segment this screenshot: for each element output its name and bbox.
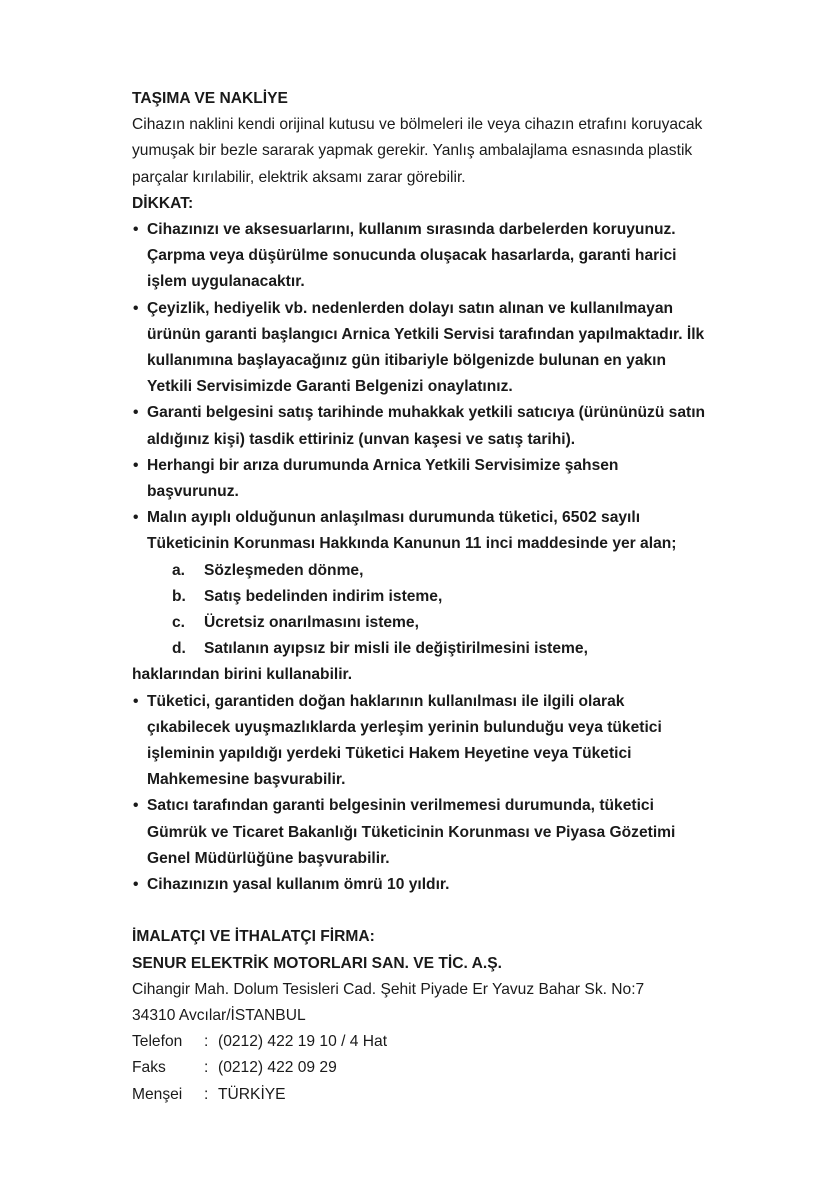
- list-item: [132, 793, 712, 872]
- bullet-icon: •: [133, 221, 139, 239]
- fax-colon: :: [204, 1059, 209, 1077]
- option-letter: a.: [172, 561, 186, 579]
- option-item: [132, 558, 712, 584]
- origin-value: TÜRKİYE: [218, 1085, 286, 1103]
- option-letter: d.: [172, 640, 186, 658]
- rights-options-list: [132, 558, 712, 663]
- list-item-text: Tüketici, garantiden doğan haklarının kullanılması ile ilgili olarak çıkabilecek uyuşmazlıklarda yerleşim yerinin bulunduğu veya tüketici işleminin yapıldığı yerdeki Tüketici Hakem Heyetine veya Tüketici Mahkemesine başvurabilir.: [147, 692, 662, 789]
- phone-row: [132, 1029, 712, 1055]
- list-item-text: Malın ayıplı olduğunun anlaşılması durumunda tüketici, 6502 sayılı Tüketicinin Korunması Hakkında Kanunun 11 inci maddesinde yer alan;: [147, 509, 677, 553]
- origin-label: Menşei: [132, 1085, 183, 1103]
- warning-list: [132, 217, 712, 558]
- list-item: [132, 400, 712, 452]
- option-text: Ücretsiz onarılmasını isteme,: [204, 614, 419, 632]
- list-item: [132, 296, 712, 401]
- list-item-text: Çeyizlik, hediyelik vb. nedenlerden dolayı satın alınan ve kullanılmayan ürünün garanti başlangıcı Arnica Yetkili Servisi tarafından yapılmaktadır. İlk kullanımına başlayacağınız gün itibariyle bölgenizde bulunan en yakın Yetkili Servisimizde Garanti Belgenizi onaylatınız.: [147, 299, 705, 396]
- document-page: [132, 86, 712, 1108]
- warning-list-continued: [132, 689, 712, 899]
- company-name: SENUR ELEKTRİK MOTORLARI SAN. VE TİC. A.Ş.: [132, 954, 502, 972]
- list-item: [132, 505, 712, 557]
- options-tail: haklarından birini kullanabilir.: [132, 666, 353, 684]
- option-item: [132, 584, 712, 610]
- company-address-line1: Cihangir Mah. Dolum Tesisleri Cad. Şehit Piyade Er Yavuz Bahar Sk. No:7: [132, 980, 645, 998]
- bullet-icon: •: [133, 509, 139, 527]
- phone-label: Telefon: [132, 1033, 183, 1051]
- list-item: [132, 453, 712, 505]
- list-item: [132, 217, 712, 296]
- list-item-text: Garanti belgesini satış tarihinde muhakkak yetkili satıcıya (ürününüzü satın aldığınız kişi) tasdik ettiriniz (unvan kaşesi ve satış tarihi).: [147, 404, 706, 448]
- origin-colon: :: [204, 1085, 209, 1103]
- option-letter: c.: [172, 614, 186, 632]
- bullet-icon: •: [133, 692, 139, 710]
- list-item-text: Satıcı tarafından garanti belgesinin verilmemesi durumunda, tüketici Gümrük ve Ticaret Bakanlığı Tüketicinin Korunması ve Piyasa Gözetimi Genel Müdürlüğüne başvurabilir.: [147, 797, 676, 867]
- transport-heading: TAŞIMA VE NAKLİYE: [132, 90, 288, 107]
- origin-row: [132, 1082, 712, 1108]
- fax-value: (0212) 422 09 29: [218, 1059, 337, 1077]
- option-letter: b.: [172, 587, 186, 605]
- option-item: [132, 610, 712, 636]
- section-spacer: [132, 898, 712, 924]
- bullet-icon: •: [133, 876, 139, 894]
- company-address-line2: 34310 Avcılar/İSTANBUL: [132, 1006, 306, 1024]
- list-item: [132, 689, 712, 794]
- option-text: Satış bedelinden indirim isteme,: [204, 587, 443, 605]
- phone-colon: :: [204, 1033, 209, 1051]
- list-item-text: Cihazınızı ve aksesuarlarını, kullanım sırasında darbelerden koruyunuz. Çarpma veya düşürülme sonucunda oluşacak hasarlarda, garanti harici işlem uygulanacaktır.: [147, 221, 677, 291]
- bullet-icon: •: [133, 404, 139, 422]
- fax-row: [132, 1055, 712, 1081]
- option-text: Sözleşmeden dönme,: [204, 561, 364, 579]
- transport-body: Cihazın naklini kendi orijinal kutusu ve bölmeleri ile veya cihazın etrafını koruyacak yumuşak bir bezle sararak yapmak gerekir. Yanlış ambalajlama esnasında plastik parçalar kırılabilir, elektrik aksamı zarar görebilir.: [132, 116, 703, 186]
- bullet-icon: •: [133, 797, 139, 815]
- fax-label: Faks: [132, 1059, 166, 1077]
- list-item-text: Herhangi bir arıza durumunda Arnica Yetkili Servisimize şahsen başvurunuz.: [147, 456, 619, 501]
- bullet-icon: •: [133, 299, 139, 317]
- option-text: Satılanın ayıpsız bir misli ile değiştirilmesini isteme,: [204, 640, 588, 658]
- bullet-icon: •: [133, 456, 139, 474]
- phone-value: (0212) 422 19 10 / 4 Hat: [218, 1033, 388, 1051]
- option-item: [132, 636, 712, 662]
- list-item: [132, 872, 712, 898]
- list-item-text: Cihazınızın yasal kullanım ömrü 10 yıldır.: [147, 876, 450, 894]
- company-heading: İMALATÇI VE İTHALATÇI FİRMA:: [132, 928, 375, 946]
- warning-heading: DİKKAT:: [132, 194, 194, 212]
